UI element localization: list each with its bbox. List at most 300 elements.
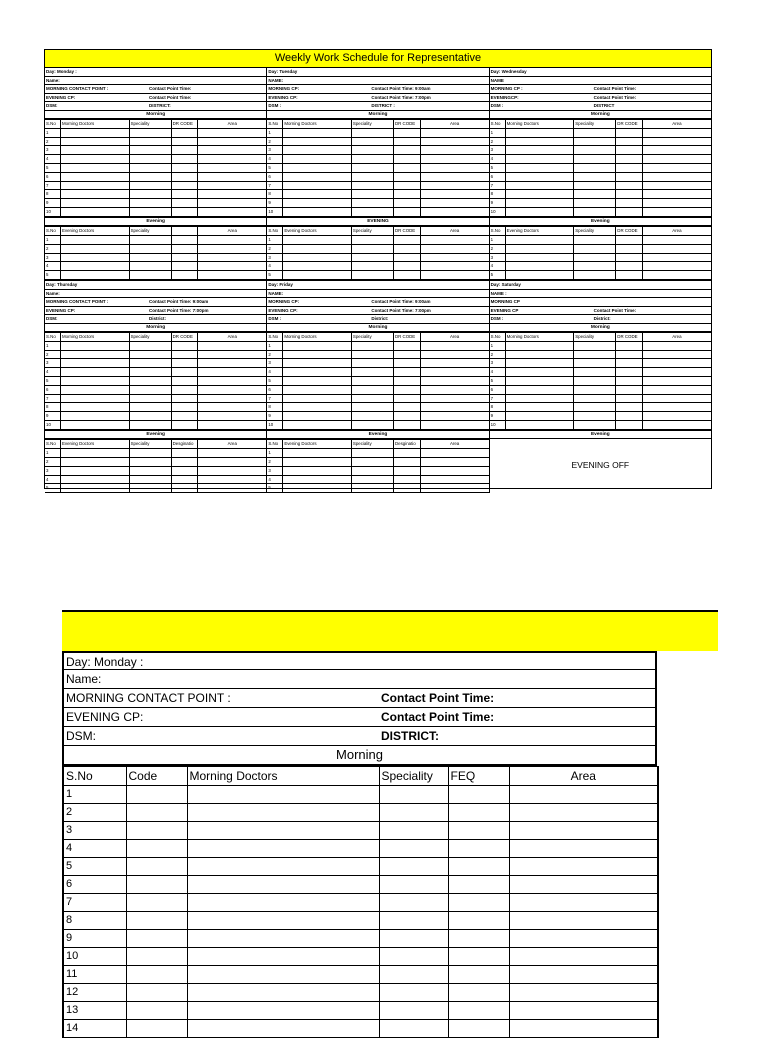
table-cell[interactable] <box>616 155 643 164</box>
table-cell[interactable] <box>448 966 509 984</box>
table-cell[interactable] <box>642 341 711 350</box>
table-cell[interactable] <box>171 199 198 208</box>
table-cell[interactable] <box>129 236 171 245</box>
table-cell[interactable] <box>283 172 352 181</box>
table-cell[interactable] <box>351 412 393 421</box>
table-cell[interactable] <box>448 786 509 804</box>
table-cell[interactable] <box>420 172 489 181</box>
table-cell[interactable] <box>393 368 420 377</box>
table-cell[interactable] <box>420 385 489 394</box>
table-cell[interactable] <box>198 457 267 466</box>
table-cell[interactable] <box>171 262 198 271</box>
table-cell[interactable] <box>126 948 187 966</box>
table-cell[interactable] <box>126 1002 187 1020</box>
table-cell[interactable] <box>198 163 267 172</box>
table-cell[interactable] <box>574 341 616 350</box>
table-cell[interactable] <box>393 236 420 245</box>
table-cell[interactable] <box>420 377 489 386</box>
table-cell[interactable] <box>283 155 352 164</box>
table-cell[interactable] <box>283 368 352 377</box>
table-cell[interactable] <box>129 207 171 216</box>
table-cell[interactable] <box>505 341 574 350</box>
table-cell[interactable] <box>198 253 267 262</box>
table-cell[interactable] <box>393 341 420 350</box>
table-cell[interactable] <box>505 146 574 155</box>
table-cell[interactable] <box>420 155 489 164</box>
table-cell[interactable] <box>198 341 267 350</box>
table-cell[interactable] <box>198 190 267 199</box>
table-cell[interactable] <box>379 786 448 804</box>
table-cell[interactable] <box>574 421 616 430</box>
table-cell[interactable] <box>420 466 489 475</box>
table-cell[interactable] <box>574 236 616 245</box>
table-cell[interactable] <box>187 786 379 804</box>
table-cell[interactable] <box>379 930 448 948</box>
table-cell[interactable] <box>393 412 420 421</box>
table-cell[interactable] <box>393 484 420 493</box>
table-cell[interactable] <box>283 457 352 466</box>
table-cell[interactable] <box>198 244 267 253</box>
table-cell[interactable] <box>129 484 171 493</box>
table-cell[interactable] <box>351 475 393 484</box>
table-cell[interactable] <box>505 271 574 280</box>
table-cell[interactable] <box>642 190 711 199</box>
table-cell[interactable] <box>60 457 129 466</box>
table-cell[interactable] <box>198 172 267 181</box>
table-cell[interactable] <box>616 244 643 253</box>
table-cell[interactable] <box>60 341 129 350</box>
table-cell[interactable] <box>126 894 187 912</box>
table-cell[interactable] <box>642 262 711 271</box>
table-cell[interactable] <box>129 412 171 421</box>
table-cell[interactable] <box>393 207 420 216</box>
table-cell[interactable] <box>283 181 352 190</box>
table-cell[interactable] <box>129 341 171 350</box>
table-cell[interactable] <box>420 484 489 493</box>
table-cell[interactable] <box>574 128 616 137</box>
table-cell[interactable] <box>351 271 393 280</box>
table-cell[interactable] <box>198 368 267 377</box>
table-cell[interactable] <box>574 207 616 216</box>
table-cell[interactable] <box>574 253 616 262</box>
table-cell[interactable] <box>420 359 489 368</box>
table-cell[interactable] <box>616 181 643 190</box>
table-cell[interactable] <box>393 128 420 137</box>
table-cell[interactable] <box>187 804 379 822</box>
table-cell[interactable] <box>505 137 574 146</box>
table-cell[interactable] <box>393 350 420 359</box>
table-cell[interactable] <box>187 966 379 984</box>
table-cell[interactable] <box>616 385 643 394</box>
table-cell[interactable] <box>505 181 574 190</box>
table-cell[interactable] <box>283 207 352 216</box>
table-cell[interactable] <box>351 199 393 208</box>
table-cell[interactable] <box>420 236 489 245</box>
table-cell[interactable] <box>129 466 171 475</box>
table-cell[interactable] <box>574 244 616 253</box>
table-cell[interactable] <box>642 412 711 421</box>
table-cell[interactable] <box>574 146 616 155</box>
table-cell[interactable] <box>420 341 489 350</box>
table-cell[interactable] <box>351 368 393 377</box>
table-cell[interactable] <box>171 421 198 430</box>
table-cell[interactable] <box>187 930 379 948</box>
table-cell[interactable] <box>351 350 393 359</box>
table-cell[interactable] <box>505 172 574 181</box>
table-cell[interactable] <box>420 207 489 216</box>
table-cell[interactable] <box>351 146 393 155</box>
table-cell[interactable] <box>616 163 643 172</box>
table-cell[interactable] <box>351 137 393 146</box>
table-cell[interactable] <box>393 262 420 271</box>
table-cell[interactable] <box>171 271 198 280</box>
table-cell[interactable] <box>509 876 658 894</box>
table-cell[interactable] <box>393 172 420 181</box>
table-cell[interactable] <box>420 449 489 458</box>
table-cell[interactable] <box>171 457 198 466</box>
table-cell[interactable] <box>448 840 509 858</box>
table-cell[interactable] <box>283 449 352 458</box>
table-cell[interactable] <box>60 412 129 421</box>
table-cell[interactable] <box>171 341 198 350</box>
table-cell[interactable] <box>198 262 267 271</box>
table-cell[interactable] <box>616 359 643 368</box>
table-cell[interactable] <box>379 894 448 912</box>
table-cell[interactable] <box>351 128 393 137</box>
table-cell[interactable] <box>642 172 711 181</box>
table-cell[interactable] <box>393 155 420 164</box>
table-cell[interactable] <box>574 155 616 164</box>
table-cell[interactable] <box>642 359 711 368</box>
table-cell[interactable] <box>379 840 448 858</box>
table-cell[interactable] <box>393 137 420 146</box>
table-cell[interactable] <box>379 858 448 876</box>
table-cell[interactable] <box>60 403 129 412</box>
table-cell[interactable] <box>509 984 658 1002</box>
table-cell[interactable] <box>283 163 352 172</box>
table-cell[interactable] <box>616 172 643 181</box>
table-cell[interactable] <box>187 948 379 966</box>
table-cell[interactable] <box>60 385 129 394</box>
table-cell[interactable] <box>393 163 420 172</box>
table-cell[interactable] <box>574 172 616 181</box>
table-cell[interactable] <box>198 350 267 359</box>
table-cell[interactable] <box>509 858 658 876</box>
table-cell[interactable] <box>574 163 616 172</box>
table-cell[interactable] <box>420 146 489 155</box>
table-cell[interactable] <box>198 484 267 493</box>
table-cell[interactable] <box>283 359 352 368</box>
table-cell[interactable] <box>505 155 574 164</box>
table-cell[interactable] <box>129 172 171 181</box>
table-cell[interactable] <box>129 421 171 430</box>
table-cell[interactable] <box>351 421 393 430</box>
table-cell[interactable] <box>198 475 267 484</box>
table-cell[interactable] <box>509 948 658 966</box>
table-cell[interactable] <box>420 262 489 271</box>
table-cell[interactable] <box>420 244 489 253</box>
table-cell[interactable] <box>616 394 643 403</box>
table-cell[interactable] <box>505 412 574 421</box>
table-cell[interactable] <box>379 912 448 930</box>
table-cell[interactable] <box>187 858 379 876</box>
table-cell[interactable] <box>171 484 198 493</box>
table-cell[interactable] <box>574 412 616 421</box>
table-cell[interactable] <box>129 271 171 280</box>
table-cell[interactable] <box>60 484 129 493</box>
table-cell[interactable] <box>505 377 574 386</box>
table-cell[interactable] <box>393 421 420 430</box>
table-cell[interactable] <box>198 128 267 137</box>
table-cell[interactable] <box>642 385 711 394</box>
table-cell[interactable] <box>642 377 711 386</box>
table-cell[interactable] <box>642 394 711 403</box>
table-cell[interactable] <box>574 359 616 368</box>
table-cell[interactable] <box>351 181 393 190</box>
table-cell[interactable] <box>505 403 574 412</box>
table-cell[interactable] <box>393 199 420 208</box>
table-cell[interactable] <box>198 155 267 164</box>
table-cell[interactable] <box>126 966 187 984</box>
table-cell[interactable] <box>448 930 509 948</box>
table-cell[interactable] <box>126 840 187 858</box>
table-cell[interactable] <box>198 412 267 421</box>
table-cell[interactable] <box>198 181 267 190</box>
table-cell[interactable] <box>505 199 574 208</box>
table-cell[interactable] <box>448 984 509 1002</box>
table-cell[interactable] <box>420 253 489 262</box>
table-cell[interactable] <box>574 368 616 377</box>
table-cell[interactable] <box>60 421 129 430</box>
table-cell[interactable] <box>351 394 393 403</box>
table-cell[interactable] <box>171 385 198 394</box>
table-cell[interactable] <box>126 822 187 840</box>
table-cell[interactable] <box>642 271 711 280</box>
table-cell[interactable] <box>509 930 658 948</box>
table-cell[interactable] <box>505 385 574 394</box>
table-cell[interactable] <box>129 394 171 403</box>
table-cell[interactable] <box>60 190 129 199</box>
table-cell[interactable] <box>420 271 489 280</box>
table-cell[interactable] <box>198 359 267 368</box>
table-cell[interactable] <box>505 236 574 245</box>
table-cell[interactable] <box>129 190 171 199</box>
table-cell[interactable] <box>351 466 393 475</box>
table-cell[interactable] <box>187 894 379 912</box>
table-cell[interactable] <box>505 421 574 430</box>
table-cell[interactable] <box>129 137 171 146</box>
table-cell[interactable] <box>351 172 393 181</box>
table-cell[interactable] <box>574 262 616 271</box>
table-cell[interactable] <box>126 912 187 930</box>
table-cell[interactable] <box>420 394 489 403</box>
table-cell[interactable] <box>393 475 420 484</box>
table-cell[interactable] <box>505 262 574 271</box>
table-cell[interactable] <box>574 385 616 394</box>
table-cell[interactable] <box>448 912 509 930</box>
table-cell[interactable] <box>616 146 643 155</box>
table-cell[interactable] <box>393 449 420 458</box>
table-cell[interactable] <box>642 403 711 412</box>
table-cell[interactable] <box>351 484 393 493</box>
table-cell[interactable] <box>642 244 711 253</box>
table-cell[interactable] <box>283 421 352 430</box>
table-cell[interactable] <box>393 244 420 253</box>
table-cell[interactable] <box>171 350 198 359</box>
table-cell[interactable] <box>60 199 129 208</box>
table-cell[interactable] <box>642 368 711 377</box>
table-cell[interactable] <box>351 155 393 164</box>
table-cell[interactable] <box>393 359 420 368</box>
table-cell[interactable] <box>509 840 658 858</box>
table-cell[interactable] <box>198 271 267 280</box>
table-cell[interactable] <box>171 244 198 253</box>
table-cell[interactable] <box>171 128 198 137</box>
table-cell[interactable] <box>351 236 393 245</box>
table-cell[interactable] <box>129 385 171 394</box>
table-cell[interactable] <box>574 199 616 208</box>
table-cell[interactable] <box>420 199 489 208</box>
table-cell[interactable] <box>126 930 187 948</box>
table-cell[interactable] <box>448 1002 509 1020</box>
table-cell[interactable] <box>129 377 171 386</box>
table-cell[interactable] <box>351 403 393 412</box>
table-cell[interactable] <box>379 1020 448 1038</box>
table-cell[interactable] <box>351 163 393 172</box>
table-cell[interactable] <box>283 466 352 475</box>
table-cell[interactable] <box>171 377 198 386</box>
table-cell[interactable] <box>509 912 658 930</box>
table-cell[interactable] <box>198 385 267 394</box>
table-cell[interactable] <box>642 155 711 164</box>
table-cell[interactable] <box>129 163 171 172</box>
table-cell[interactable] <box>283 403 352 412</box>
table-cell[interactable] <box>509 1002 658 1020</box>
table-cell[interactable] <box>198 377 267 386</box>
table-cell[interactable] <box>509 966 658 984</box>
table-cell[interactable] <box>171 412 198 421</box>
table-cell[interactable] <box>351 385 393 394</box>
table-cell[interactable] <box>448 894 509 912</box>
table-cell[interactable] <box>60 350 129 359</box>
table-cell[interactable] <box>379 948 448 966</box>
table-cell[interactable] <box>198 207 267 216</box>
table-cell[interactable] <box>187 1020 379 1038</box>
table-cell[interactable] <box>60 236 129 245</box>
table-cell[interactable] <box>616 341 643 350</box>
table-cell[interactable] <box>283 244 352 253</box>
table-cell[interactable] <box>283 484 352 493</box>
table-cell[interactable] <box>616 199 643 208</box>
table-cell[interactable] <box>379 966 448 984</box>
table-cell[interactable] <box>616 368 643 377</box>
table-cell[interactable] <box>420 421 489 430</box>
table-cell[interactable] <box>198 421 267 430</box>
table-cell[interactable] <box>393 146 420 155</box>
table-cell[interactable] <box>171 181 198 190</box>
table-cell[interactable] <box>283 128 352 137</box>
table-cell[interactable] <box>198 199 267 208</box>
table-cell[interactable] <box>379 1002 448 1020</box>
table-cell[interactable] <box>420 137 489 146</box>
table-cell[interactable] <box>505 368 574 377</box>
table-cell[interactable] <box>574 394 616 403</box>
table-cell[interactable] <box>420 457 489 466</box>
table-cell[interactable] <box>60 466 129 475</box>
table-cell[interactable] <box>616 190 643 199</box>
table-cell[interactable] <box>60 449 129 458</box>
table-cell[interactable] <box>126 804 187 822</box>
table-cell[interactable] <box>616 137 643 146</box>
table-cell[interactable] <box>129 244 171 253</box>
table-cell[interactable] <box>616 377 643 386</box>
table-cell[interactable] <box>642 236 711 245</box>
table-cell[interactable] <box>283 385 352 394</box>
table-cell[interactable] <box>574 137 616 146</box>
table-cell[interactable] <box>642 181 711 190</box>
table-cell[interactable] <box>60 262 129 271</box>
table-cell[interactable] <box>187 984 379 1002</box>
table-cell[interactable] <box>448 1020 509 1038</box>
table-cell[interactable] <box>616 207 643 216</box>
table-cell[interactable] <box>283 271 352 280</box>
table-cell[interactable] <box>393 271 420 280</box>
table-cell[interactable] <box>420 128 489 137</box>
table-cell[interactable] <box>574 403 616 412</box>
table-cell[interactable] <box>60 271 129 280</box>
table-cell[interactable] <box>171 207 198 216</box>
table-cell[interactable] <box>171 449 198 458</box>
table-cell[interactable] <box>171 475 198 484</box>
table-cell[interactable] <box>448 804 509 822</box>
table-cell[interactable] <box>129 128 171 137</box>
table-cell[interactable] <box>393 457 420 466</box>
table-cell[interactable] <box>283 262 352 271</box>
table-cell[interactable] <box>351 190 393 199</box>
table-cell[interactable] <box>509 894 658 912</box>
table-cell[interactable] <box>171 190 198 199</box>
table-cell[interactable] <box>393 253 420 262</box>
table-cell[interactable] <box>505 128 574 137</box>
table-cell[interactable] <box>574 181 616 190</box>
table-cell[interactable] <box>129 253 171 262</box>
table-cell[interactable] <box>187 1002 379 1020</box>
table-cell[interactable] <box>60 181 129 190</box>
table-cell[interactable] <box>505 350 574 359</box>
table-cell[interactable] <box>129 155 171 164</box>
table-cell[interactable] <box>616 412 643 421</box>
table-cell[interactable] <box>420 403 489 412</box>
table-cell[interactable] <box>283 341 352 350</box>
table-cell[interactable] <box>393 181 420 190</box>
table-cell[interactable] <box>129 368 171 377</box>
table-cell[interactable] <box>351 457 393 466</box>
table-cell[interactable] <box>187 822 379 840</box>
table-cell[interactable] <box>171 359 198 368</box>
table-cell[interactable] <box>60 394 129 403</box>
table-cell[interactable] <box>198 449 267 458</box>
table-cell[interactable] <box>351 377 393 386</box>
table-cell[interactable] <box>420 350 489 359</box>
table-cell[interactable] <box>171 163 198 172</box>
table-cell[interactable] <box>448 948 509 966</box>
table-cell[interactable] <box>642 163 711 172</box>
table-cell[interactable] <box>393 466 420 475</box>
table-cell[interactable] <box>448 858 509 876</box>
table-cell[interactable] <box>60 137 129 146</box>
table-cell[interactable] <box>505 253 574 262</box>
table-cell[interactable] <box>642 253 711 262</box>
